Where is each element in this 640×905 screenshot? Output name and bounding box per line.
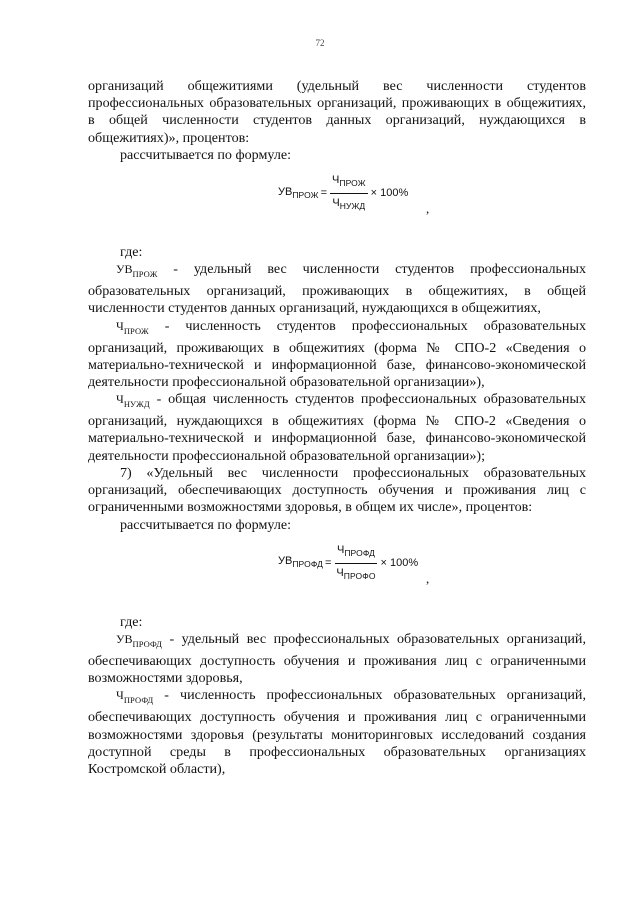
page-number: 72: [315, 38, 325, 48]
formula-numerator: $Ч_{ПРОФД}$: [335, 542, 377, 564]
definition-ch-profd: $Ч_{ПРОФД}$ - численность профессиональных образовательных организаций, обеспечивающих доступность обучения и проживания лиц с ограниченными возможностями здоровья (результаты мониторинговых исследований создания доступной среды в профессиональных образовательных организациях Костромской области),: [88, 687, 586, 777]
formula-denominator: $Ч_{ПРОФО}$: [336, 567, 376, 582]
formula-prozh: $УВ_{ПРОЖ}$ = $\frac{Ч_{ПРОЖ}}{Ч_{НУЖД}}$ × 100% ,: [278, 174, 430, 217]
document-body: [88, 78, 586, 778]
calc-label-1: рассчитывается по формуле:: [120, 146, 292, 163]
calc-label-2: рассчитывается по формуле:: [120, 516, 292, 533]
definition-ch-nuzhd: $Ч_{НУЖД}$ - общая численность студентов профессиональных образовательных организаций, нуждающихся в общежитиях (форма № СПО-2 «Сведения о материально-технической и информационной базе, финансово-экономической деятельности профессиональной образовательной организации»);: [88, 391, 586, 464]
formula-multiplier: × 100%: [380, 556, 419, 569]
paragraph-7: 7) «Удельный вес численности профессиональных образовательных организаций, обеспечивающих доступность обучения и проживания лиц с ограниченными возможностями здоровья, в общем их числе», процентов:: [88, 464, 586, 516]
formula-fraction: [330, 172, 368, 216]
definition-uv-profd: $УВ_{ПРОФД}$ - удельный вес профессиональных образовательных организаций, обеспечивающих доступность обучения и проживания лиц с ограниченными возможностями здоровья,: [88, 630, 586, 687]
formula-lhs: $УВ_{ПРОЖ}$: [278, 185, 319, 200]
formula-comma: ,: [426, 570, 430, 586]
formula-denominator: $Ч_{НУЖД}$: [332, 197, 366, 212]
formula-comma: ,: [426, 201, 430, 217]
paragraph-continuation: организаций общежитиями (удельный вес численности студентов профессиональных образовательных организаций, проживающих в общежитиях, в общей численности студентов данных организаций, нуждающихся в общежитиях)», процентов:: [88, 78, 586, 146]
formula-numerator: $Ч_{ПРОЖ}$: [330, 172, 368, 194]
formula-lhs: $УВ_{ПРОФД}$: [278, 555, 323, 570]
definition-uv-prozh: $УВ_{ПРОЖ}$ - удельный вес численности студентов профессиональных образовательных организаций, проживающих в общежитиях, в общей численности студентов данных организаций, нуждающихся в общежитиях,: [88, 261, 586, 317]
formula-fraction: [334, 542, 377, 586]
where-label: где:: [120, 613, 143, 630]
where-label: где:: [120, 244, 143, 261]
formula-profd: $УВ_{ПРОФД}$ = $\frac{Ч_{ПРОФД}}{Ч_{ПРОФО}}$ × 100% ,: [278, 543, 430, 586]
formula-multiplier: × 100%: [370, 187, 409, 200]
definition-ch-prozh: $Ч_{ПРОЖ}$ - численность студентов профессиональных образовательных организаций, проживающих в общежитиях (форма № СПО-2 «Сведения о материально-технической и информационной базе, финансово-экономической деятельности профессиональной образовательной организации»),: [88, 317, 586, 391]
